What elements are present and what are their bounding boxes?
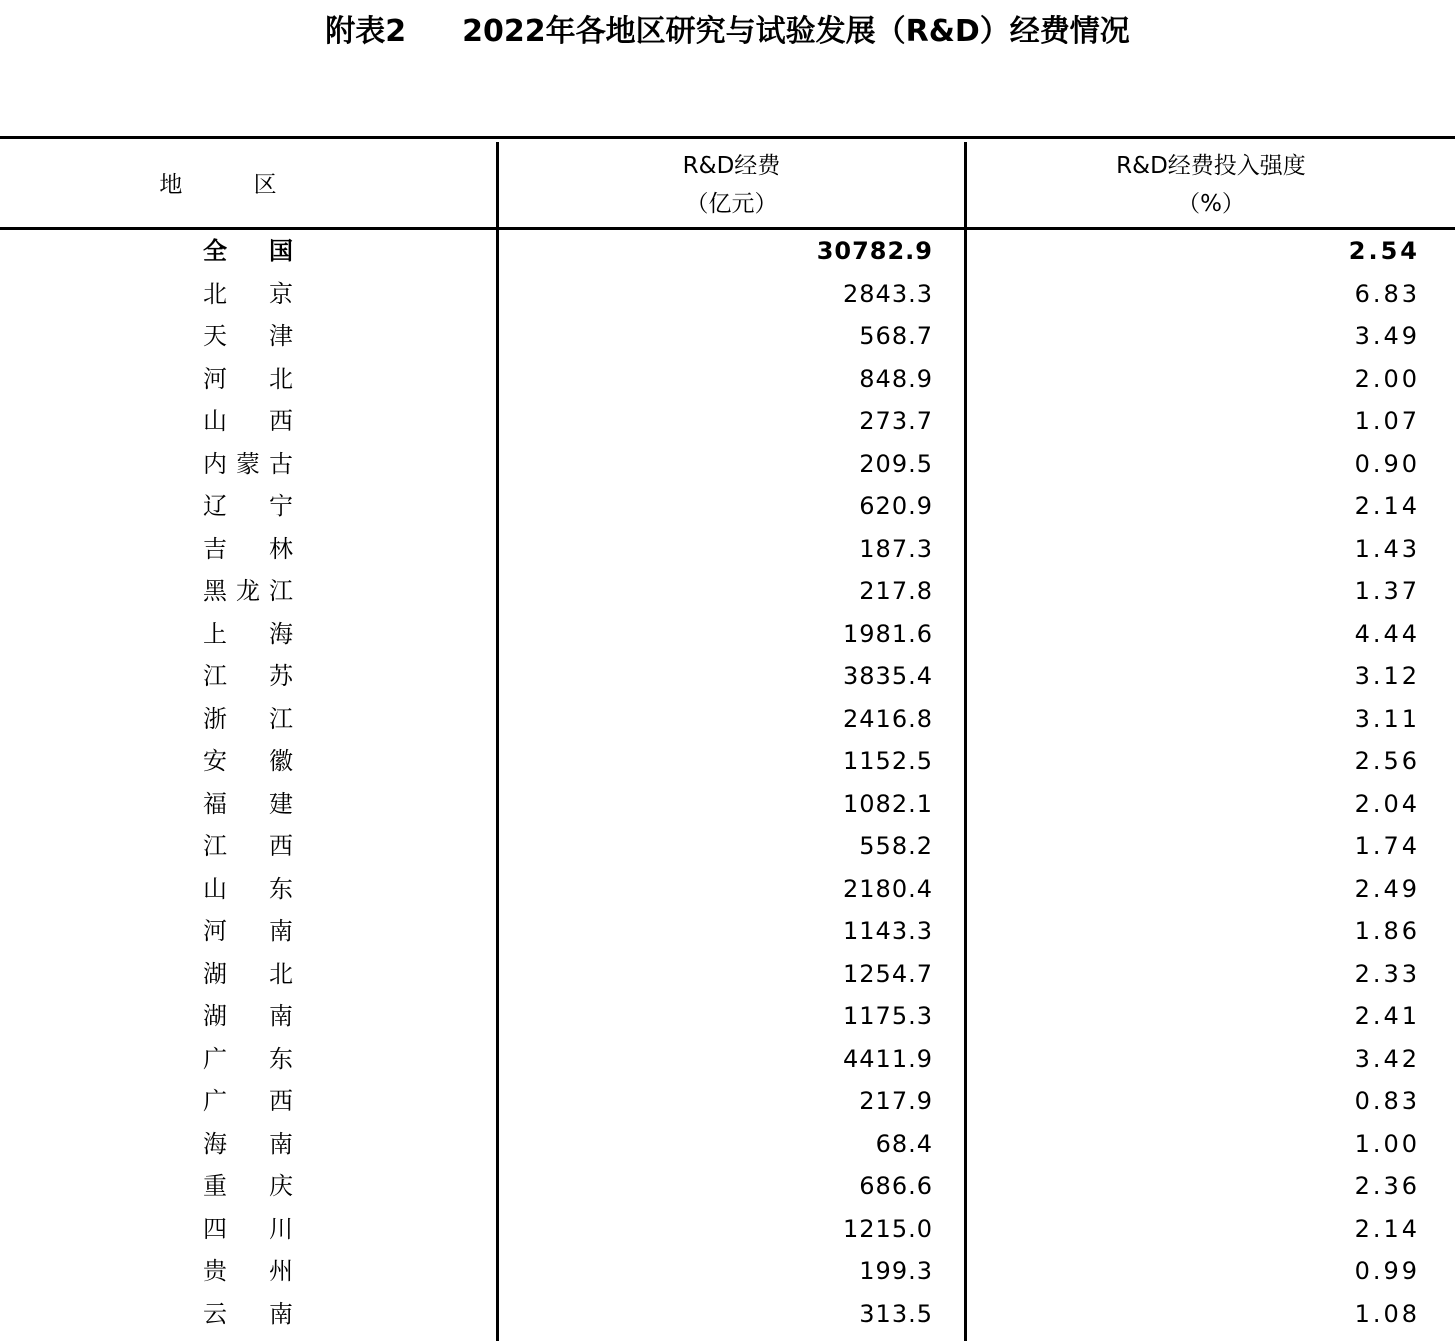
expenditure-value: 848.9	[859, 364, 933, 393]
header-intensity	[967, 142, 1455, 227]
intensity-value: 2.56	[1354, 747, 1420, 775]
region-name: 河南	[203, 917, 293, 945]
expenditure-value: 199.3	[859, 1257, 933, 1285]
table-row	[0, 273, 1455, 316]
table-row	[0, 698, 1455, 741]
region-name: 福建	[203, 789, 293, 818]
expenditure-value: 68.4	[875, 1129, 933, 1158]
expenditure-value: 686.6	[859, 1172, 933, 1200]
table-row	[0, 613, 1455, 656]
intensity-value: 1.00	[1354, 1129, 1420, 1158]
region-name: 河北	[203, 364, 293, 393]
intensity-value: 1.74	[1354, 832, 1420, 860]
table-row	[0, 995, 1455, 1038]
expenditure-value: 273.7	[859, 407, 933, 435]
table-row	[0, 953, 1455, 996]
table-header	[0, 142, 1455, 230]
table-row	[0, 1123, 1455, 1166]
region-name: 北京	[203, 279, 293, 308]
header-expenditure-line1: R&D经费	[682, 152, 781, 179]
intensity-value: 2.00	[1354, 364, 1420, 393]
intensity-value: 2.04	[1354, 789, 1420, 818]
table-row	[0, 783, 1455, 826]
header-expenditure	[499, 142, 964, 227]
table-row-total	[0, 230, 1455, 273]
region-name: 海南	[203, 1129, 293, 1158]
region-name: 重庆	[203, 1172, 293, 1200]
intensity-value: 2.14	[1354, 1214, 1420, 1243]
region-name: 全国	[203, 237, 293, 265]
header-region	[0, 142, 496, 227]
table-row	[0, 1293, 1455, 1336]
region-name: 上海	[203, 619, 293, 648]
table-title: 2022年各地区研究与试验发展（R&D）经费情况	[462, 14, 1130, 49]
table-row	[0, 1165, 1455, 1208]
region-name: 山东	[203, 874, 293, 903]
intensity-value: 3.42	[1354, 1044, 1420, 1073]
region-name: 安徽	[203, 747, 293, 775]
region-name: 浙江	[203, 704, 293, 733]
expenditure-value: 1981.6	[843, 619, 933, 648]
expenditure-value: 620.9	[859, 492, 933, 520]
expenditure-value: 568.7	[859, 322, 933, 350]
intensity-value: 4.44	[1354, 619, 1420, 648]
expenditure-value: 209.5	[859, 449, 933, 478]
table-row	[0, 315, 1455, 358]
region-name: 广东	[203, 1044, 293, 1073]
expenditure-value: 558.2	[859, 832, 933, 860]
region-name: 贵州	[203, 1257, 293, 1285]
table-row	[0, 825, 1455, 868]
expenditure-value: 1254.7	[843, 959, 933, 988]
table-row	[0, 1208, 1455, 1251]
intensity-value: 6.83	[1354, 279, 1420, 308]
region-name: 吉林	[203, 534, 293, 563]
page-title	[0, 0, 1455, 56]
region-name: 天津	[203, 322, 293, 350]
header-intensity-line1: R&D经费投入强度	[1116, 152, 1306, 179]
intensity-value: 0.83	[1354, 1087, 1420, 1115]
table-row	[0, 655, 1455, 698]
intensity-value: 3.12	[1354, 662, 1420, 690]
table-row	[0, 443, 1455, 486]
region-name: 四川	[203, 1214, 293, 1243]
expenditure-value: 217.8	[859, 577, 933, 605]
region-name: 辽宁	[203, 492, 293, 520]
intensity-value: 2.54	[1348, 237, 1420, 265]
expenditure-value: 2843.3	[843, 279, 933, 308]
header-intensity-line2: （%）	[1177, 190, 1245, 217]
expenditure-value: 2180.4	[843, 874, 933, 903]
intensity-value: 2.41	[1354, 1002, 1420, 1030]
table-row	[0, 400, 1455, 443]
region-name: 黑龙江	[203, 577, 293, 605]
table-row	[0, 358, 1455, 401]
intensity-value: 1.37	[1354, 577, 1420, 605]
expenditure-value: 1175.3	[843, 1002, 933, 1030]
table-row	[0, 1250, 1455, 1293]
table-row	[0, 740, 1455, 783]
expenditure-value: 4411.9	[843, 1044, 933, 1073]
expenditure-value: 3835.4	[843, 662, 933, 690]
expenditure-value: 1143.3	[843, 917, 933, 945]
intensity-value: 2.33	[1354, 959, 1420, 988]
expenditure-value: 30782.9	[816, 237, 933, 265]
intensity-value: 0.90	[1354, 449, 1420, 478]
header-expenditure-line2: （亿元）	[685, 190, 778, 217]
intensity-value: 1.43	[1354, 534, 1420, 563]
table-row	[0, 1038, 1455, 1081]
table-row	[0, 868, 1455, 911]
table-row	[0, 528, 1455, 571]
intensity-value: 1.07	[1354, 407, 1420, 435]
region-name: 山西	[203, 407, 293, 435]
region-name: 广西	[203, 1087, 293, 1115]
intensity-value: 3.49	[1354, 322, 1420, 350]
intensity-value: 2.14	[1354, 492, 1420, 520]
intensity-value: 1.08	[1354, 1299, 1420, 1328]
table-body	[0, 230, 1455, 1335]
region-name: 江苏	[203, 662, 293, 690]
rd-expenditure-table	[0, 136, 1455, 1341]
expenditure-value: 1215.0	[843, 1214, 933, 1243]
expenditure-value: 217.9	[859, 1087, 933, 1115]
intensity-value: 0.99	[1354, 1257, 1420, 1285]
table-row	[0, 1080, 1455, 1123]
intensity-value: 2.49	[1354, 874, 1420, 903]
region-name: 湖南	[203, 1002, 293, 1030]
region-name: 湖北	[203, 959, 293, 988]
region-name: 江西	[203, 832, 293, 860]
region-name: 内蒙古	[203, 449, 293, 478]
table-number: 附表2	[325, 14, 407, 49]
intensity-value: 1.86	[1354, 917, 1420, 945]
intensity-value: 3.11	[1354, 704, 1420, 733]
table-row	[0, 485, 1455, 528]
expenditure-value: 2416.8	[843, 704, 933, 733]
header-region-label: 地 区	[159, 171, 309, 198]
expenditure-value: 187.3	[859, 534, 933, 563]
region-name: 云南	[203, 1299, 293, 1328]
table-row	[0, 570, 1455, 613]
expenditure-value: 313.5	[859, 1299, 933, 1328]
intensity-value: 2.36	[1354, 1172, 1420, 1200]
expenditure-value: 1082.1	[843, 789, 933, 818]
table-row	[0, 910, 1455, 953]
expenditure-value: 1152.5	[843, 747, 933, 775]
